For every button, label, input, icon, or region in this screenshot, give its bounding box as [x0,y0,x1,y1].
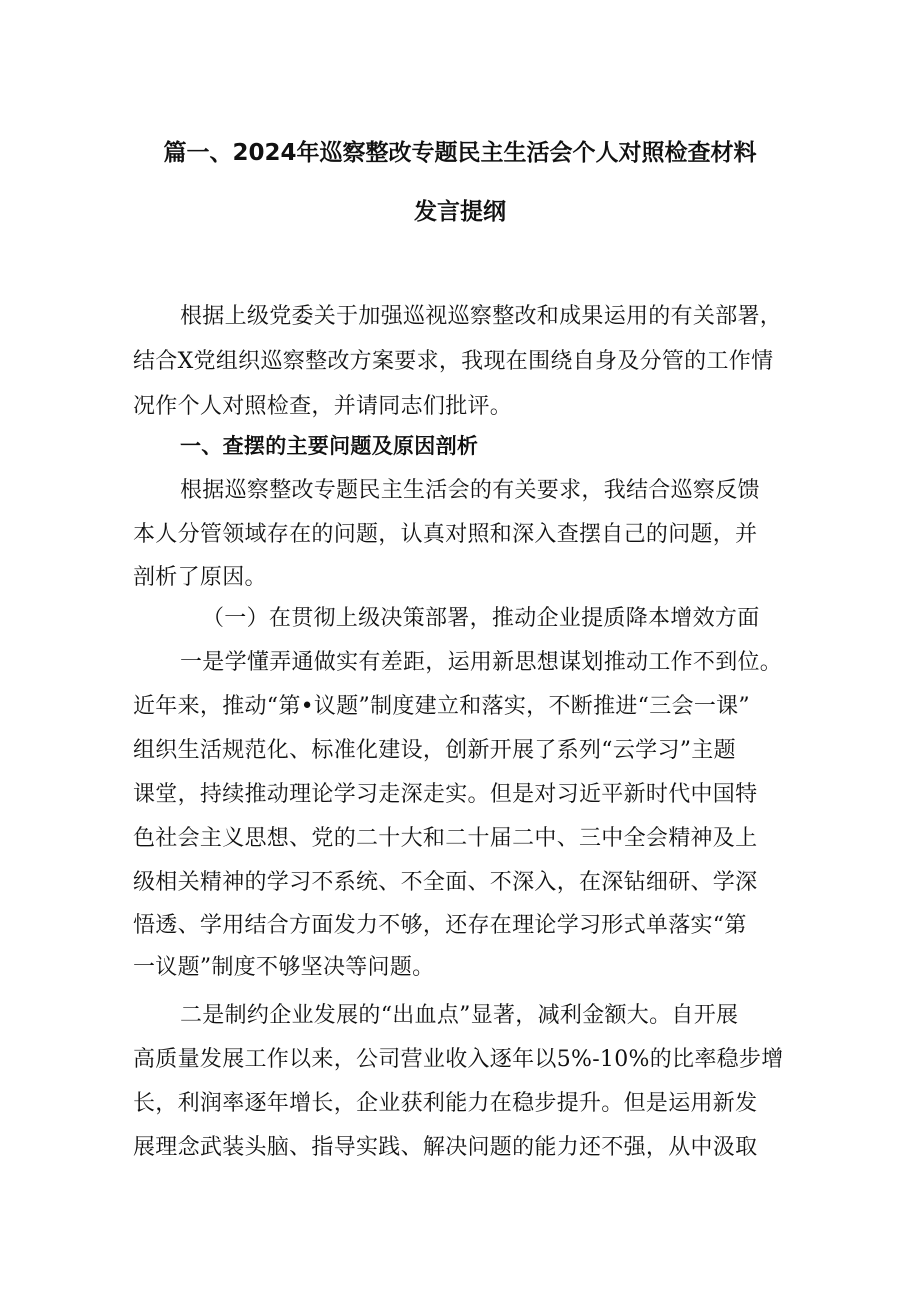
section-heading-1: 一、查摆的主要问题及原因剖析 [180,434,479,458]
paragraph-3-line-4: 课堂，持续推动理论学习走深走实。但是对习近平新时代中国特 [133,782,758,807]
document-title: 篇一、2024年巡察整改专题民主生活会个人对照检查材料 [163,140,757,166]
paragraph-2-line-1: 根据巡察整改专题民主生活会的有关要求，我结合巡察反馈 [180,478,760,503]
paragraph-4-line-2: 高质量发展工作以来，公司营业收入逐年以5%-10%的比率稳步增 [133,1047,784,1072]
paragraph-3-line-6: 级相关精神的学习不系统、不全面、不深入，在深钻细研、学深 [133,870,758,895]
paragraph-4-line-1: 二是制约企业发展的“出血点”显著，减利金额大。自开展 [180,1003,739,1028]
paragraph-2-line-3: 剖析了原因。 [133,565,267,590]
paragraph-1-line-3: 况作个人对照检查，并请同志们批评。 [133,394,513,419]
paragraph-3-line-7: 悟透、学用结合方面发力不够，还存在理论学习形式单落实“第 [133,913,747,938]
paragraph-3-line-2: 近年来，推动“第•议题”制度建立和落实，不断推进“三会一课” [133,694,750,719]
paragraph-4-line-3: 长，利润率逐年增长，企业获利能力在稳步提升。但是运用新发 [133,1091,758,1116]
paragraph-1-line-2: 结合X党组织巡察整改方案要求，我现在围绕自身及分管的工作情 [133,349,774,374]
subsection-heading-1: （一）在贯彻上级决策部署，推动企业提质降本增效方面 [202,606,760,631]
document-subtitle: 发言提纲 [414,199,506,225]
paragraph-3-line-1: 一是学懂弄通做实有差距，运用新思想谋划推动工作不到位。 [180,650,783,675]
paragraph-3-line-8: 一议题”制度不够坚决等问题。 [133,955,435,980]
paragraph-3-line-3: 组织生活规范化、标准化建设，创新开展了系列“云学习”主题 [133,738,736,763]
paragraph-1-line-1: 根据上级党委关于加强巡视巡察整改和成果运用的有关部署， [180,304,783,329]
paragraph-4-line-4: 展理念武装头脑、指导实践、解决问题的能力还不强，从中汲取 [133,1135,758,1160]
paragraph-2-line-2: 本人分管领域存在的问题，认真对照和深入查摆自己的问题，并 [133,522,758,547]
paragraph-3-line-5: 色社会主义思想、党的二十大和二十届二中、三中全会精神及上 [133,826,758,851]
